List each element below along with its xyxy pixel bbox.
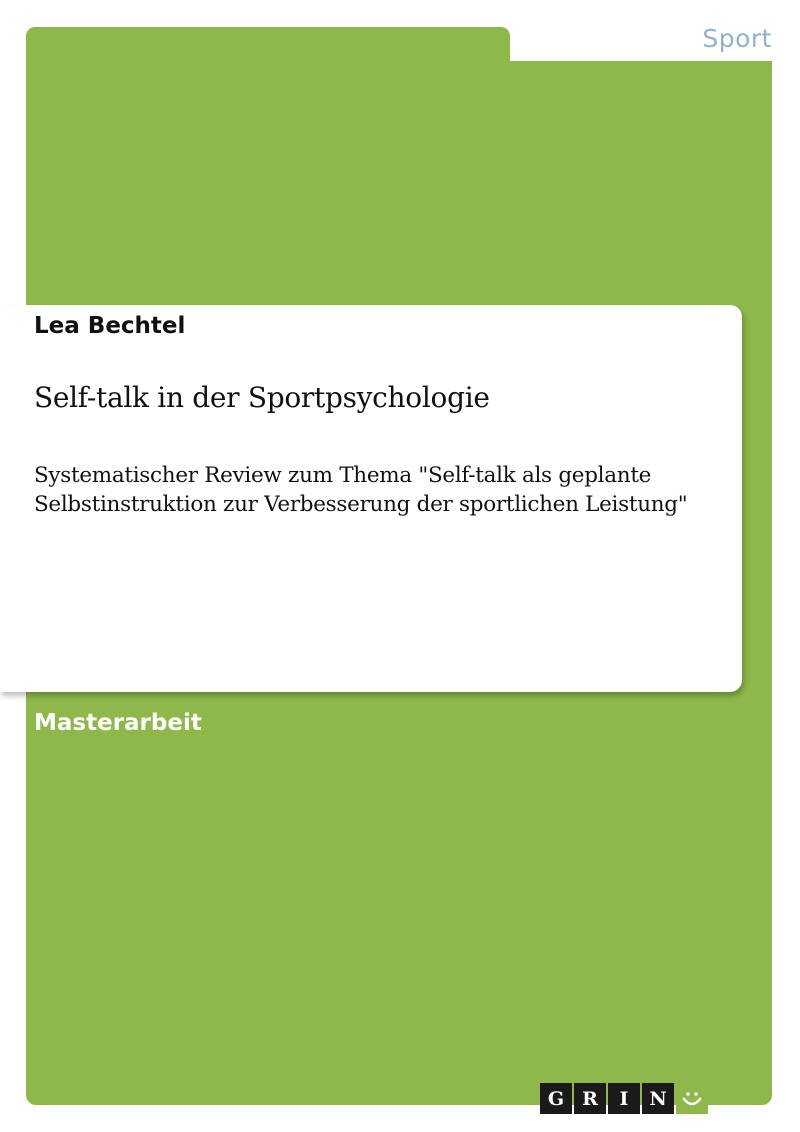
book-subtitle: Systematischer Review zum Thema "Self-talk als geplante Selbstinstruktion zur Verbesserung der sportlichen Leistung" [34, 463, 688, 517]
author-name: Lea Bechtel [34, 313, 186, 339]
document-type: Masterarbeit [34, 710, 202, 736]
category-label: Sport [702, 24, 772, 53]
logo-letter: I [608, 1083, 640, 1114]
logo-letter: R [574, 1083, 606, 1114]
book-title: Self-talk in der Sportpsychologie [34, 381, 490, 414]
logo-letter: G [540, 1083, 572, 1114]
smile-icon [676, 1083, 708, 1114]
logo-letter: N [642, 1083, 674, 1114]
grin-logo [540, 1083, 708, 1114]
